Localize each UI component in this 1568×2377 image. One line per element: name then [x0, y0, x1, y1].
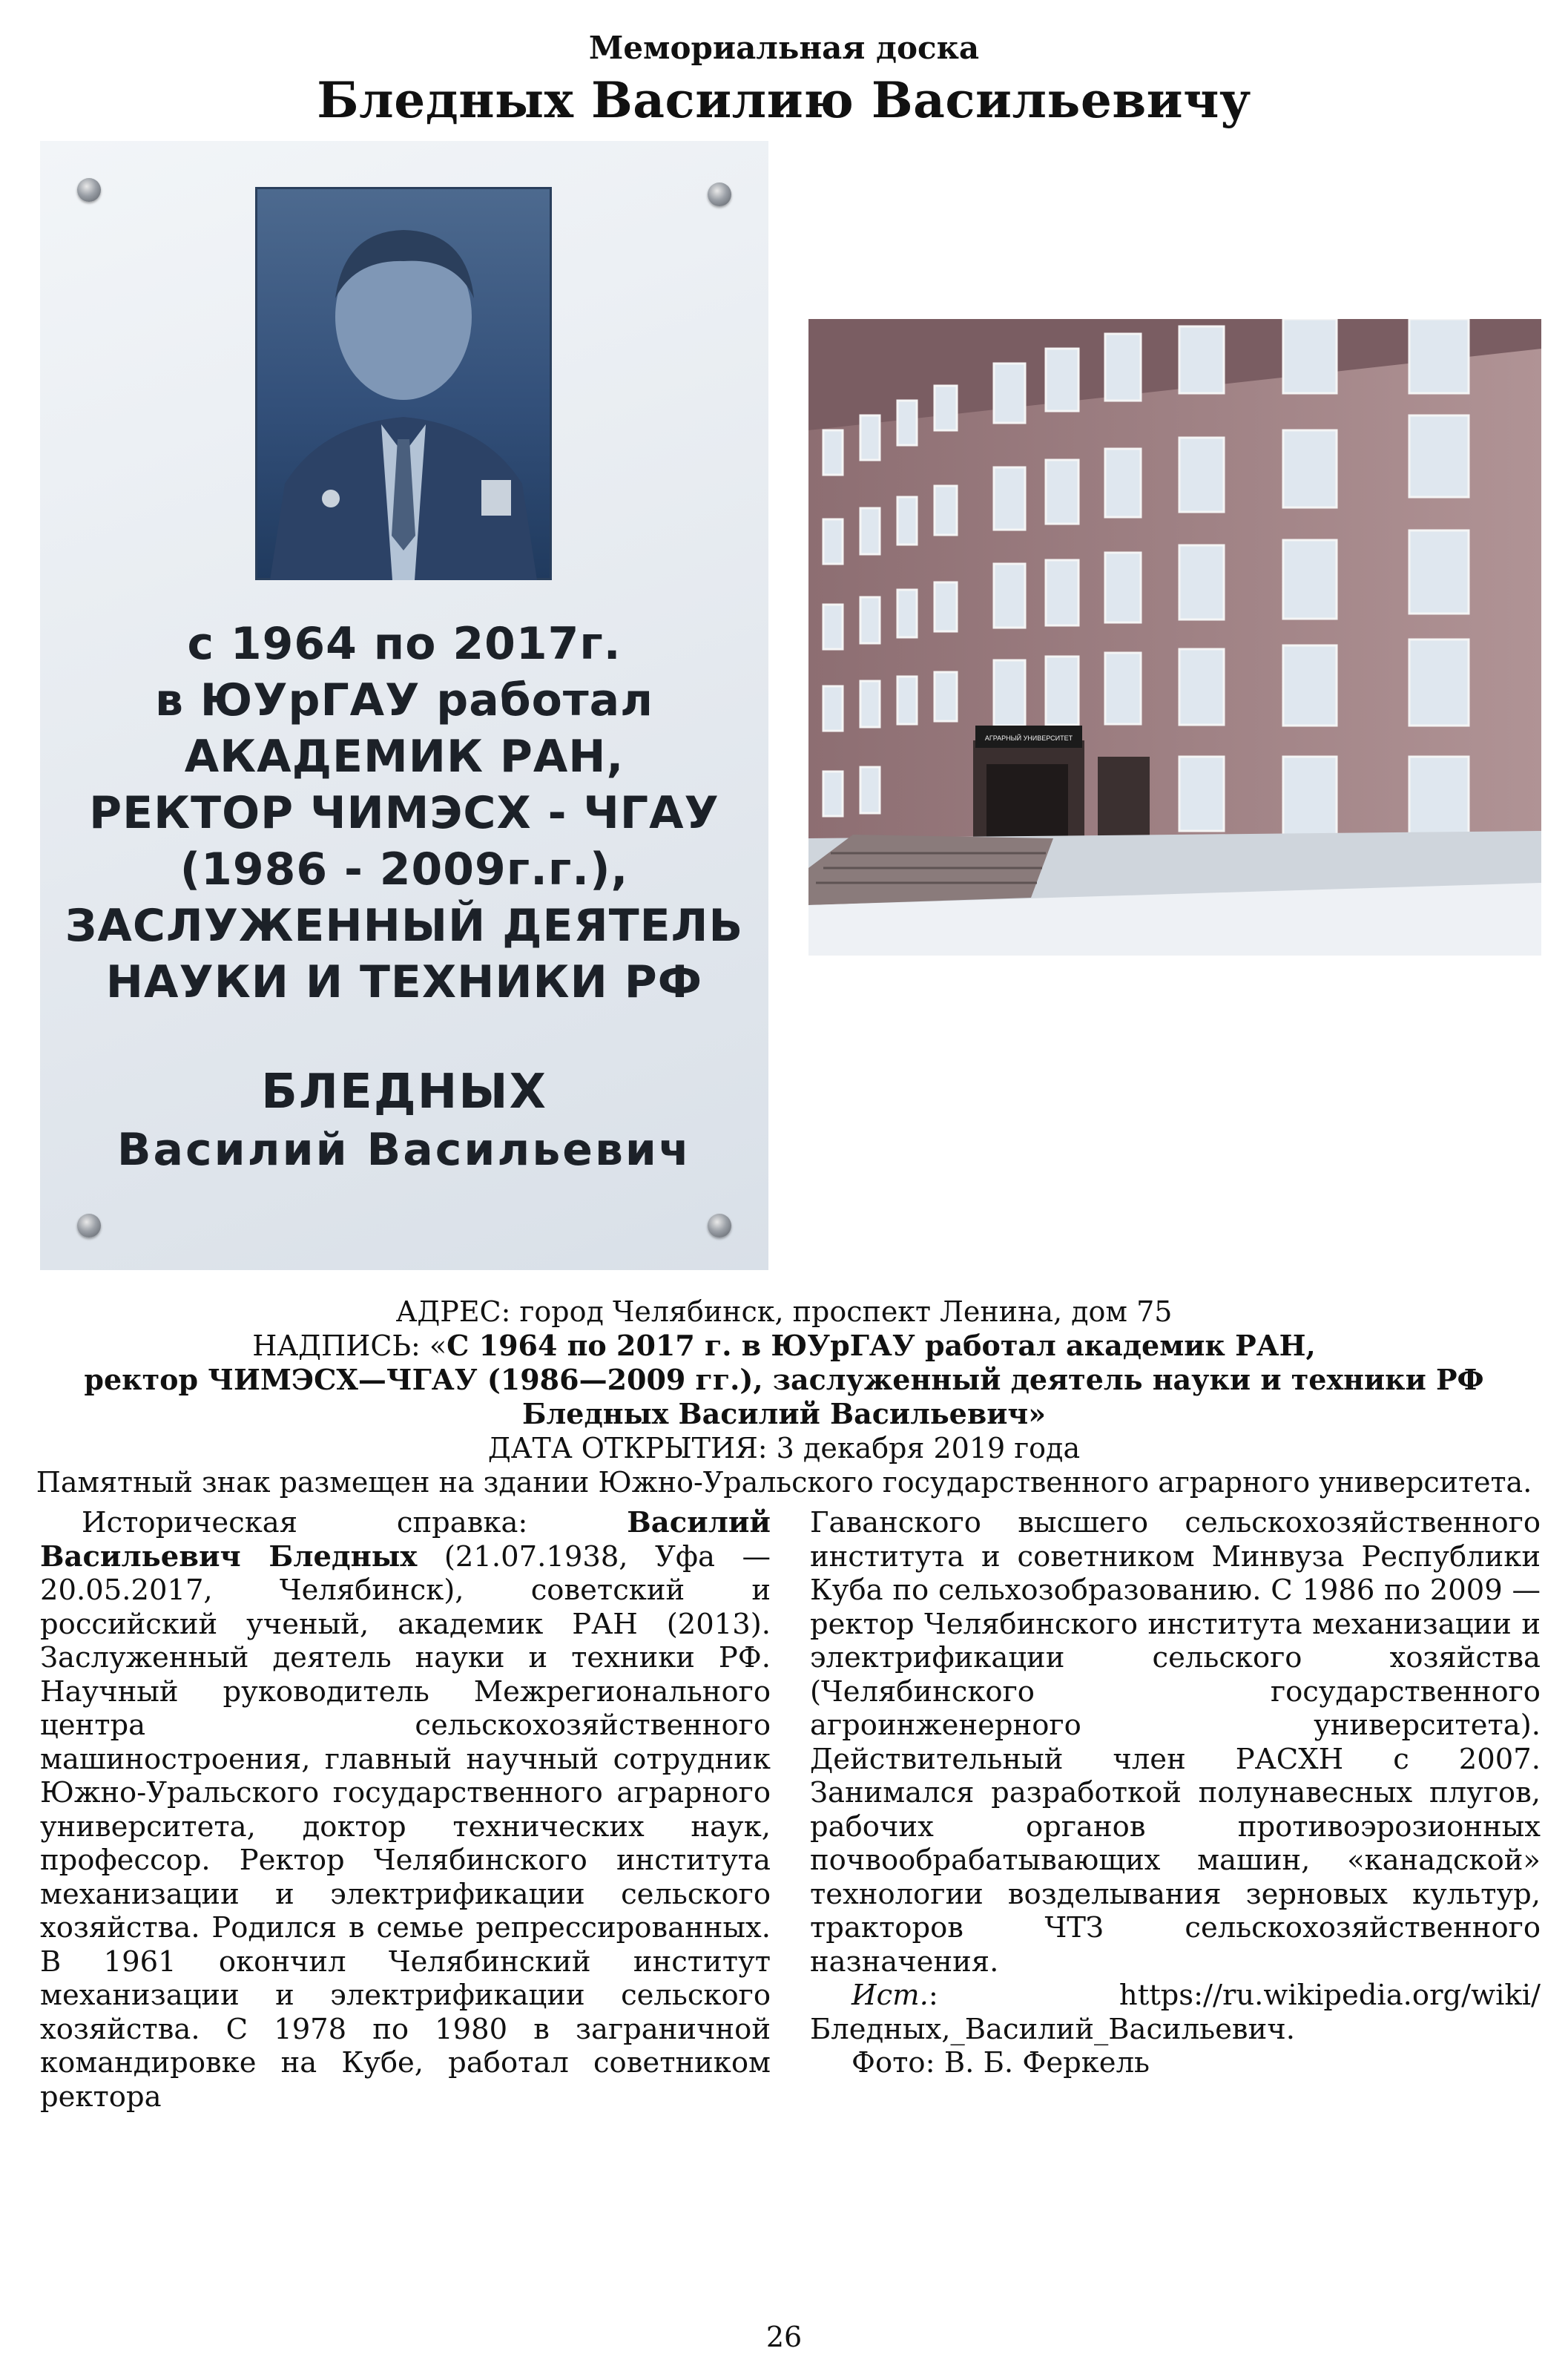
article-column-right [810, 1506, 1541, 2080]
article-column-left [40, 1506, 771, 2114]
inscription-text-1: С 1964 по 2017 г. в ЮУрГАУ работал академик РАН, [447, 1329, 1316, 1362]
article-intro: Историческая справка: [82, 1506, 627, 1539]
inscription-line-1 [0, 1329, 1568, 1363]
plaque-line: (1986 - 2009г.г.), [179, 844, 629, 895]
opening-date-label: ДАТА ОТКРЫТИЯ: [487, 1432, 768, 1464]
plaque-line: в ЮУрГАУ работал [154, 674, 654, 726]
building-facade-icon [808, 319, 1541, 956]
address-label: АДРЕС: [395, 1295, 511, 1328]
article-text-left: (21.07.1938, Уфа — 20.05.2017, Челябинск), советский и российский ученый, академик РАН (2013). Заслуженный деятель науки и техники РФ. Научный руководитель Межрегионального центра сельскохозяйственного машиностроения, главный научный сотрудник Южно-Уральского государственного аграрного университета, доктор технических наук, профессор. Ректор Челябинского института механизации и электрификации сельского хозяйства. Родился в семье репрессированных. В 1961 окончил Челябинский институт механизации и электрификации сельского хозяйства. С 1978 по 1980 в заграничной командировке на Кубе, работал советником ректора [40, 1539, 771, 2114]
article-person-name: Василий Васильевич Бледных [40, 1506, 771, 1574]
address-value: город Челябинск, проспект Ленина, дом 75 [510, 1295, 1173, 1328]
plaque-given-name: Василий Васильевич [116, 1124, 692, 1176]
plaque-line: АКАДЕМИК РАН, [184, 731, 625, 783]
screw-icon [77, 178, 101, 202]
university-building-photo [808, 319, 1541, 956]
screw-icon [708, 183, 731, 206]
photo-credit: Фото: В. Б. Феркель [851, 2046, 1150, 2080]
portrait-figure-icon [255, 187, 552, 580]
opening-date-line [0, 1431, 1568, 1465]
opening-date-value: 3 декабря 2019 года [767, 1432, 1081, 1464]
article-text-right: Гаванского высшего сельскохозяйственного института и советником Минвуза Республики Куба по сельхозобразованию. С 1986 по 2009 — ректор Челябинского института механизации и электрификации сельского хозяйства (Челябинского государственного агроинженерного университета). Действительный член РАСХН с 2007. Занимался разработкой полунавесных плугов, рабочих органов противоэрозионных почвообрабатывающих машин, «канадской» технологии возделывания зерновых культур, тракторов ЧТЗ сельскохозяйственного назначения. [810, 1506, 1541, 1979]
plaque-surname: БЛЕДНЫХ [261, 1065, 547, 1120]
screw-icon [708, 1214, 731, 1237]
address-line [0, 1295, 1568, 1329]
inscription-text-2: ректор ЧИМЭСХ—ЧГАУ (1986—2009 гг.), заслуженный деятель науки и техники РФ [84, 1363, 1484, 1396]
source-url: : https://ru.wikipedia.org/wiki/Бледных,_Василий_Васильевич. [810, 1979, 1541, 2046]
source-label: Ист. [851, 1979, 929, 2012]
page-number: 26 [765, 2321, 803, 2353]
plaque-line: НАУКИ И ТЕХНИКИ РФ [105, 956, 703, 1008]
inscription-text-3: Бледных Василий Васильевич» [522, 1397, 1046, 1430]
plaque-line: РЕКТОР ЧИМЭСХ - ЧГАУ [89, 787, 719, 839]
page-kicker: Мемориальная доска [588, 30, 980, 66]
plaque-line: ЗАСЛУЖЕННЫЙ ДЕЯТЕЛЬ [65, 900, 744, 952]
inscription-label: НАДПИСЬ: « [252, 1329, 447, 1362]
memorial-plaque-photo [40, 141, 768, 1270]
portrait-image [255, 187, 552, 580]
location-note: Памятный знак размещен на здании Южно-Уральского государственного аграрного университета. [36, 1466, 1532, 1499]
plaque-line: с 1964 по 2017г. [187, 618, 622, 670]
screw-icon [77, 1214, 101, 1237]
building-sign-text: АГРАРНЫЙ УНИВЕРСИТЕТ [984, 734, 1073, 742]
page-title: Бледных Василию Васильевичу [317, 71, 1251, 129]
